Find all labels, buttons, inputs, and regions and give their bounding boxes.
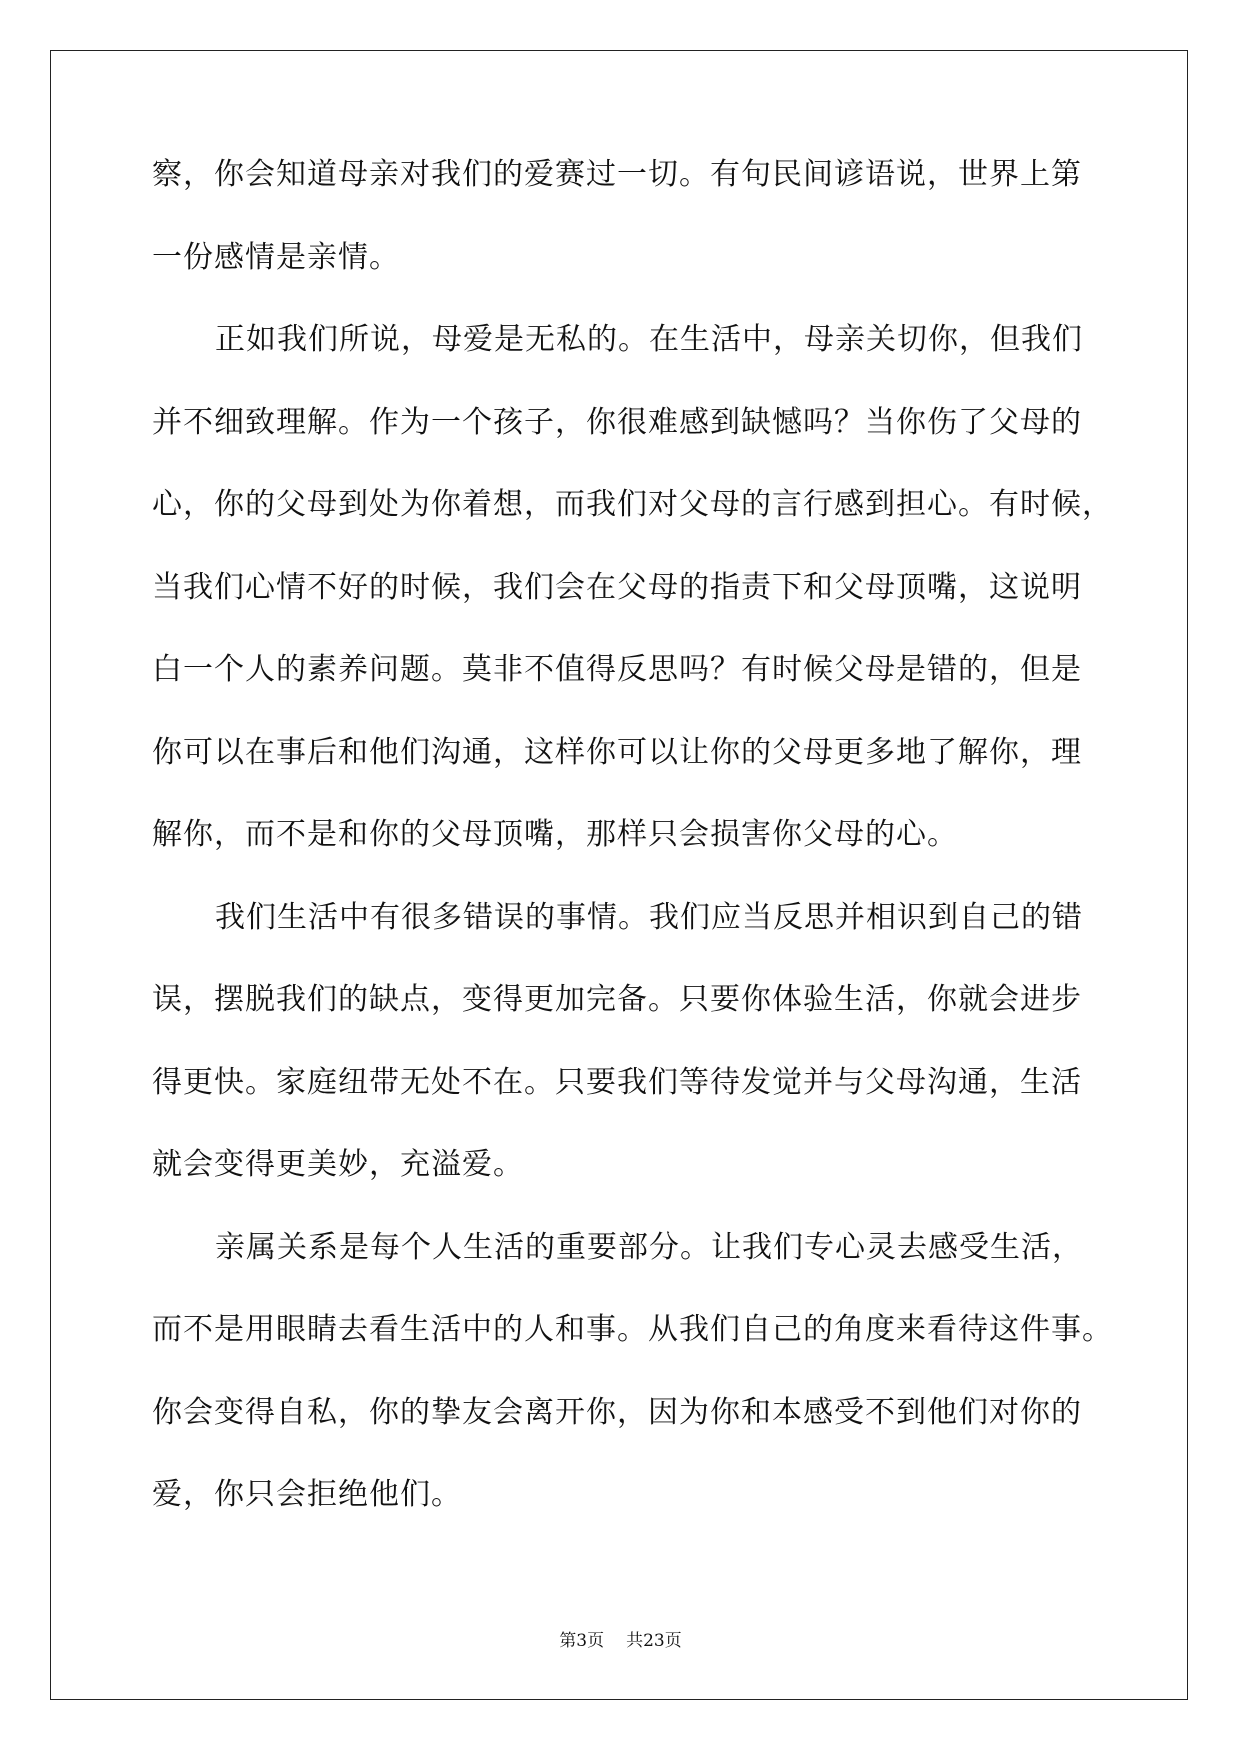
text-line: 得更快。家庭纽带无处不在。只要我们等待发觉并与父母沟通，生活 xyxy=(152,1064,1082,1100)
text-line: 当我们心情不好的时候，我们会在父母的指责下和父母顶嘴，这说明 xyxy=(152,569,1082,605)
text-line: 并不细致理解。作为一个孩子，你很难感到缺憾吗？当你伤了父母的 xyxy=(152,404,1082,440)
page-total: 共23页 xyxy=(626,1631,682,1651)
paragraph-start-line: 亲属关系是每个人生活的重要部分。让我们专心灵去感受生活， xyxy=(215,1229,1083,1265)
text-line: 就会变得更美妙，充溢爱。 xyxy=(152,1147,524,1182)
text-line: 解你，而不是和你的父母顶嘴，那样只会损害你父母的心。 xyxy=(152,817,958,852)
document-body xyxy=(152,157,1113,1563)
text-line: 而不是用眼睛去看生活中的人和事。从我们自己的角度来看待这件事。 xyxy=(152,1312,1113,1347)
paragraph-start-line: 正如我们所说，母爱是无私的。在生活中，母亲关切你，但我们 xyxy=(215,322,1083,357)
text-line: 白一个人的素养问题。莫非不值得反思吗？有时候父母是错的，但是 xyxy=(152,652,1082,687)
text-line: 心，你的父母到处为你着想，而我们对父母的言行感到担心。有时候， xyxy=(152,487,1113,522)
text-line: 误，摆脱我们的缺点，变得更加完备。只要你体验生活，你就会进步 xyxy=(152,982,1082,1017)
text-line: 你可以在事后和他们沟通，这样你可以让你的父母更多地了解你，理 xyxy=(152,734,1082,770)
text-line: 一份感情是亲情。 xyxy=(152,239,400,275)
page-number: 第3页 xyxy=(559,1631,605,1651)
text-line: 爱，你只会拒绝他们。 xyxy=(152,1477,462,1512)
text-line: 你会变得自私，你的挚友会离开你，因为你和本感受不到他们对你的 xyxy=(152,1394,1082,1430)
paragraph-start-line: 我们生活中有很多错误的事情。我们应当反思并相识到自己的错 xyxy=(215,899,1083,935)
text-line: 察，你会知道母亲对我们的爱赛过一切。有句民间谚语说，世界上第 xyxy=(152,157,1082,192)
page-footer xyxy=(0,1626,1241,1651)
